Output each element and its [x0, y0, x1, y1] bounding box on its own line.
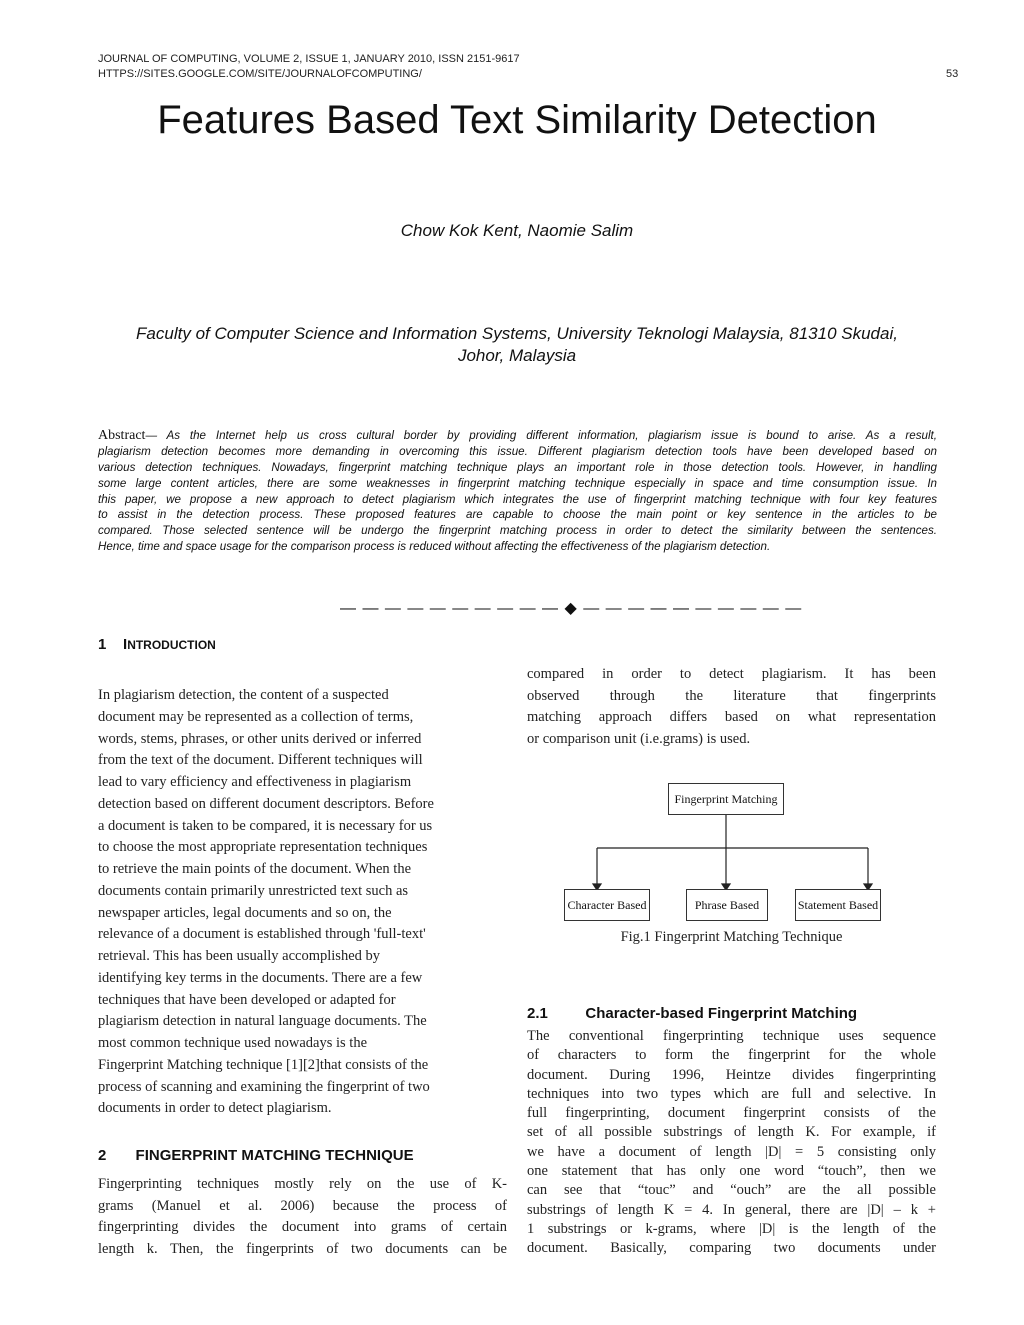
text-line: In plagiarism detection, the content of a suspected: [98, 687, 389, 703]
text-line: techniques that have been developed or adapted for: [98, 991, 396, 1008]
text-line: set of all possible substrings of length K. For example, if: [527, 1124, 936, 1141]
text-line: or comparison unit (i.e.grams) is used.: [527, 731, 751, 748]
text-line: length k. Then, the fingerprints of two documents can be: [98, 1241, 507, 1258]
abstract-line: [98, 428, 937, 444]
abstract-line: Hence, time and space usage for the comparison process is reduced without affecting the effectiveness of the plagiarism detection.: [98, 540, 771, 554]
text-line: we have a document of length |D| = 5 consisting only: [527, 1143, 936, 1160]
text-line: The conventional fingerprinting technique uses sequence: [527, 1028, 936, 1044]
node-character-based: Character Based: [564, 889, 650, 921]
text-line: techniques into two types which are full and selective. In: [527, 1085, 936, 1102]
section-2-heading: [98, 1147, 414, 1164]
text-line: fingerprinting divides the document into grams of certain: [98, 1219, 507, 1236]
text-line: newspaper articles, legal documents and so on, the: [98, 904, 392, 921]
abstract-text: As the Internet help us cross cultural border by providing different information, plagiarism issue is bound to arise. As a result,: [166, 429, 938, 442]
section-1-heading: [98, 636, 216, 653]
text-line: one statement that has only one word “touch”, then we: [527, 1163, 936, 1180]
abstract-line: this paper, we propose a new approach to detect plagiarism which integrates the use of fingerprint matching technique with four key features: [98, 492, 937, 506]
text-line: documents in order to detect plagiarism.: [98, 1100, 332, 1117]
text-line: substrings of length K = 4. In general, there are |D| – k +: [527, 1201, 936, 1218]
section-1-body: [98, 685, 508, 1120]
text-line: 1 substrings or k-grams, where |D| is the length of the: [527, 1220, 936, 1237]
section-2-1-heading: [527, 1005, 857, 1022]
text-line: grams (Manuel et al. 2006) because the process of: [98, 1197, 507, 1214]
text-line: retrieval. This has been usually accomplished by: [98, 948, 380, 964]
page-number: 53: [946, 68, 959, 80]
authors: Chow Kok Kent, Naomie Salim: [400, 221, 634, 240]
paper-title: Features Based Text Similarity Detection: [157, 98, 877, 142]
text-line: matching approach differs based on what representation: [527, 709, 936, 726]
node-statement-based: Statement Based: [795, 889, 881, 921]
affiliation-line: Johor, Malaysia: [457, 346, 577, 365]
figure-1-diagram: [560, 780, 900, 920]
section-number: 2.1: [527, 1005, 548, 1022]
affiliation-line: Faculty of Computer Science and Information Systems, University Teknologi Malaysia, 81310 Skudai,: [136, 324, 898, 343]
journal-header: JOURNAL OF COMPUTING, VOLUME 2, ISSUE 1, JANUARY 2010, ISSN 2151-9617: [98, 53, 520, 65]
text-line: most common technique used nowadays is the: [98, 1035, 368, 1051]
node-fingerprint-matching: Fingerprint Matching: [668, 783, 784, 815]
text-line: process of scanning and examining the fingerprint of two: [98, 1078, 430, 1095]
node-phrase-based: Phrase Based: [686, 889, 768, 921]
text-line: documents contain primarily unrestricted text such as: [98, 882, 409, 899]
affiliation: [100, 323, 934, 367]
abstract-line: compared. Those selected sentence will be undergo the fingerprint matching process in order to detect the similarity between the sentences.: [98, 524, 937, 538]
text-line: relevance of a document is established through 'full-text': [98, 926, 426, 943]
text-line: document. Basically, comparing two documents under: [527, 1240, 936, 1257]
section-number: 1: [98, 636, 107, 653]
section-2-body: [98, 1174, 507, 1261]
text-line: Fingerprinting techniques mostly rely on the use of K-: [98, 1176, 507, 1192]
right-column-intro: [527, 664, 936, 751]
section-2-1-body: [527, 1027, 936, 1259]
text-line: document may be represented as a collection of terms,: [98, 708, 414, 725]
section-number: 2: [98, 1147, 107, 1164]
text-line: compared in order to detect plagiarism. It has been: [527, 666, 936, 682]
text-line: words, stems, phrases, or other units derived or inferred: [98, 730, 422, 747]
abstract-dash: —: [145, 429, 167, 442]
section-title-initial: I: [123, 636, 128, 653]
text-line: a document is taken to be compared, it is necessary for us: [98, 817, 433, 834]
text-line: detection based on different document descriptors. Before: [98, 795, 434, 812]
abstract-line: some large content articles, there are some weaknesses in fingerprint matching technique especially in space and time consumption issue. In: [98, 476, 937, 490]
text-line: full fingerprinting, document fingerprint consists of the: [527, 1105, 936, 1122]
text-line: can see that “touc” and “ouch” are the all possible: [527, 1182, 936, 1199]
abstract-line: plagiarism detection becomes more demanding in overcoming this issue. Different plagiarism detection tools have been developed based on: [98, 444, 937, 458]
section-separator: — — — — — — — — — — ◆ — — — — — — — — — —: [340, 600, 803, 617]
text-line: identifying key terms in the documents. There are a few: [98, 969, 423, 986]
text-line: lead to vary efficiency and effectiveness in plagiarism: [98, 774, 412, 790]
text-line: to choose the most appropriate representation techniques: [98, 839, 428, 856]
section-title: Character-based Fingerprint Matching: [585, 1005, 858, 1022]
text-line: plagiarism detection in natural language documents. The: [98, 1013, 427, 1030]
figure-1-caption: Fig.1 Fingerprint Matching Technique: [620, 929, 843, 945]
abstract: [98, 428, 937, 555]
text-line: of characters to form the fingerprint for the whole: [527, 1047, 936, 1064]
text-line: to retrieve the main points of the document. When the: [98, 861, 412, 877]
section-title-rest: NTRODUCTION: [127, 638, 216, 652]
text-line: from the text of the document. Different techniques will: [98, 752, 423, 769]
text-line: Fingerprint Matching technique [1][2]that consists of the: [98, 1056, 429, 1073]
journal-url: HTTPS://SITES.GOOGLE.COM/SITE/JOURNALOFCOMPUTING/: [98, 68, 422, 80]
text-line: observed through the literature that fingerprints: [527, 687, 936, 704]
text-line: document. During 1996, Heintze divides fingerprinting: [527, 1066, 936, 1083]
abstract-line: to assist in the detection process. These proposed features are capable to choose the main point or key sentence in the articles to be: [98, 508, 937, 522]
abstract-line: various detection techniques. Nowadays, fingerprint matching technique plays an important role in those detection tools. However, in handling: [98, 460, 937, 474]
abstract-label: Abstract: [98, 428, 146, 443]
section-title: FINGERPRINT MATCHING TECHNIQUE: [135, 1147, 414, 1164]
